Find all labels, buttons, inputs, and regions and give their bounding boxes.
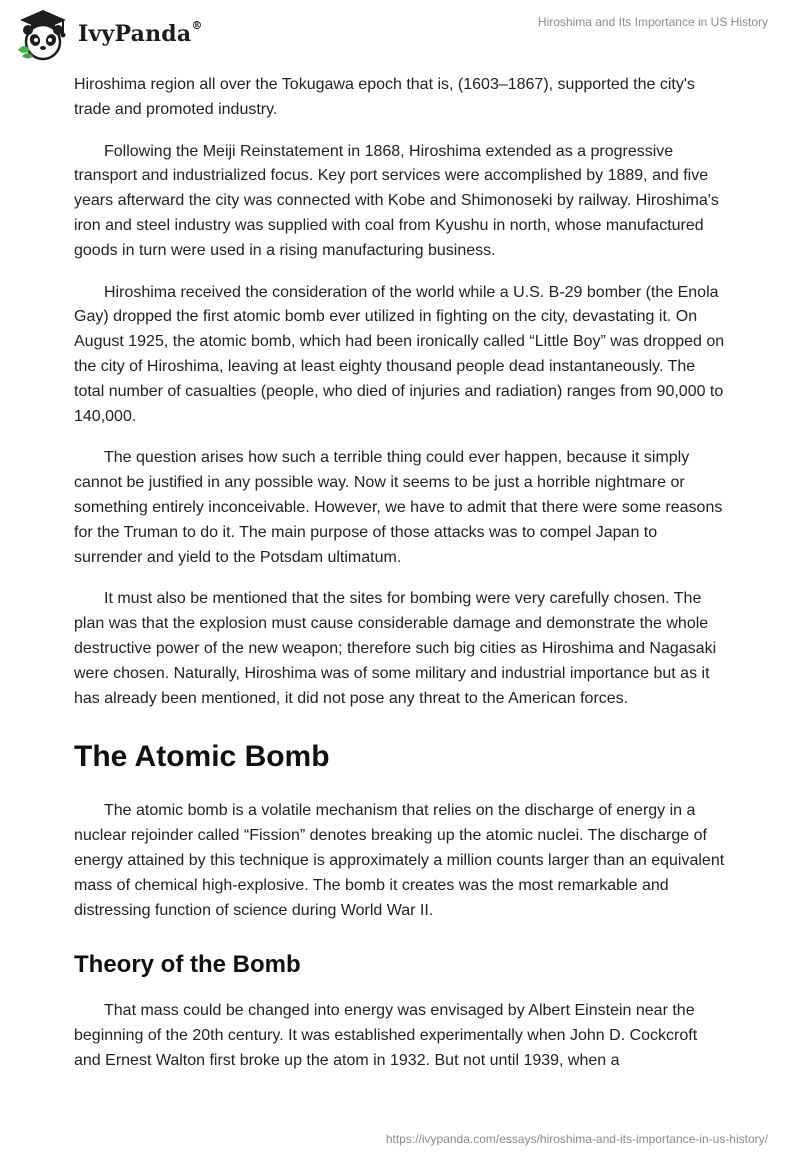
paragraph: The question arises how such a terrible thing could ever happen, because it simply cannot be justified in any possible way. Now it seems to be just a horrible nightmare or something entirely inconceivable. However, we have to admit that there were some reasons for the Truman to do it. The main purpose of those attacks was to compel Japan to surrender and yield to the Potsdam ultimatum.	[74, 449, 723, 566]
brand-logo[interactable]	[14, 6, 203, 62]
paragraph: Hiroshima received the consideration of the world while a U.S. B-29 bomber (the Enola Gay) dropped the first atomic bomb ever utilized in fighting on the city, devastating it. On August 1925, the atomic bomb, which had been ironically called “Little Boy” was dropped on the city of Hiroshima, leaving at least eighty thousand people dead instantaneously. The total number of casualties (people, who died of injuries and radiation) ranges from 90,000 to 140,000.	[74, 283, 725, 425]
document-title: Hiroshima and Its Importance in US History	[537, 15, 768, 29]
paragraph: Following the Meiji Reinstatement in 1868, Hiroshima extended as a progressive transport and industrialized focus. Key port services were accomplished by 1889, and five years afterward the city was connected with Kobe and Shimonoseki by railway. Hiroshima's iron and steel industry was supplied with coal from Kyushu in north, whose manufactured goods in turn were used in a rising manufacturing business.	[74, 142, 719, 259]
paragraph: That mass could be changed into energy was envisaged by Albert Einstein near the beginning of the 20th century. It was established experimentally when John D. Cockcroft and Ernest Walton first broke up the atom in 1932. But not until 1939, when a	[74, 1002, 698, 1069]
page-header	[0, 0, 800, 72]
essay-body	[74, 72, 726, 1091]
source-url[interactable]: https://ivypanda.com/essays/hiroshima-and-its-importance-in-us-history/	[385, 1132, 768, 1146]
paragraph: Hiroshima region all over the Tokugawa epoch that is, (1603–1867), supported the city's trade and promoted industry.	[74, 76, 695, 118]
panda-graduate-icon	[14, 6, 72, 62]
subsection-heading-theory: Theory of the Bomb	[74, 951, 301, 979]
section-heading-atomic-bomb: The Atomic Bomb	[74, 740, 330, 774]
paragraph: The atomic bomb is a volatile mechanism that relies on the discharge of energy in a nuclear rejoinder called “Fission” denotes breaking up the atomic nuclei. The discharge of energy attained by this technique is approximately a million counts larger than an equivalent mass of chemical high-explosive. The bomb it creates was the most remarkable and distressing function of science during World War II.	[74, 802, 725, 919]
brand-name: IvyPanda®	[78, 19, 203, 47]
paragraph: It must also be mentioned that the sites for bombing were very carefully chosen. The plan was that the explosion must cause considerable damage and demonstrate the whole destructive power of the new weapon; therefore such big cities as Hiroshima and Nagasaki were chosen. Naturally, Hiroshima was of some military and industrial importance but as it has already been mentioned, it did not pose any threat to the American forces.	[74, 590, 717, 707]
